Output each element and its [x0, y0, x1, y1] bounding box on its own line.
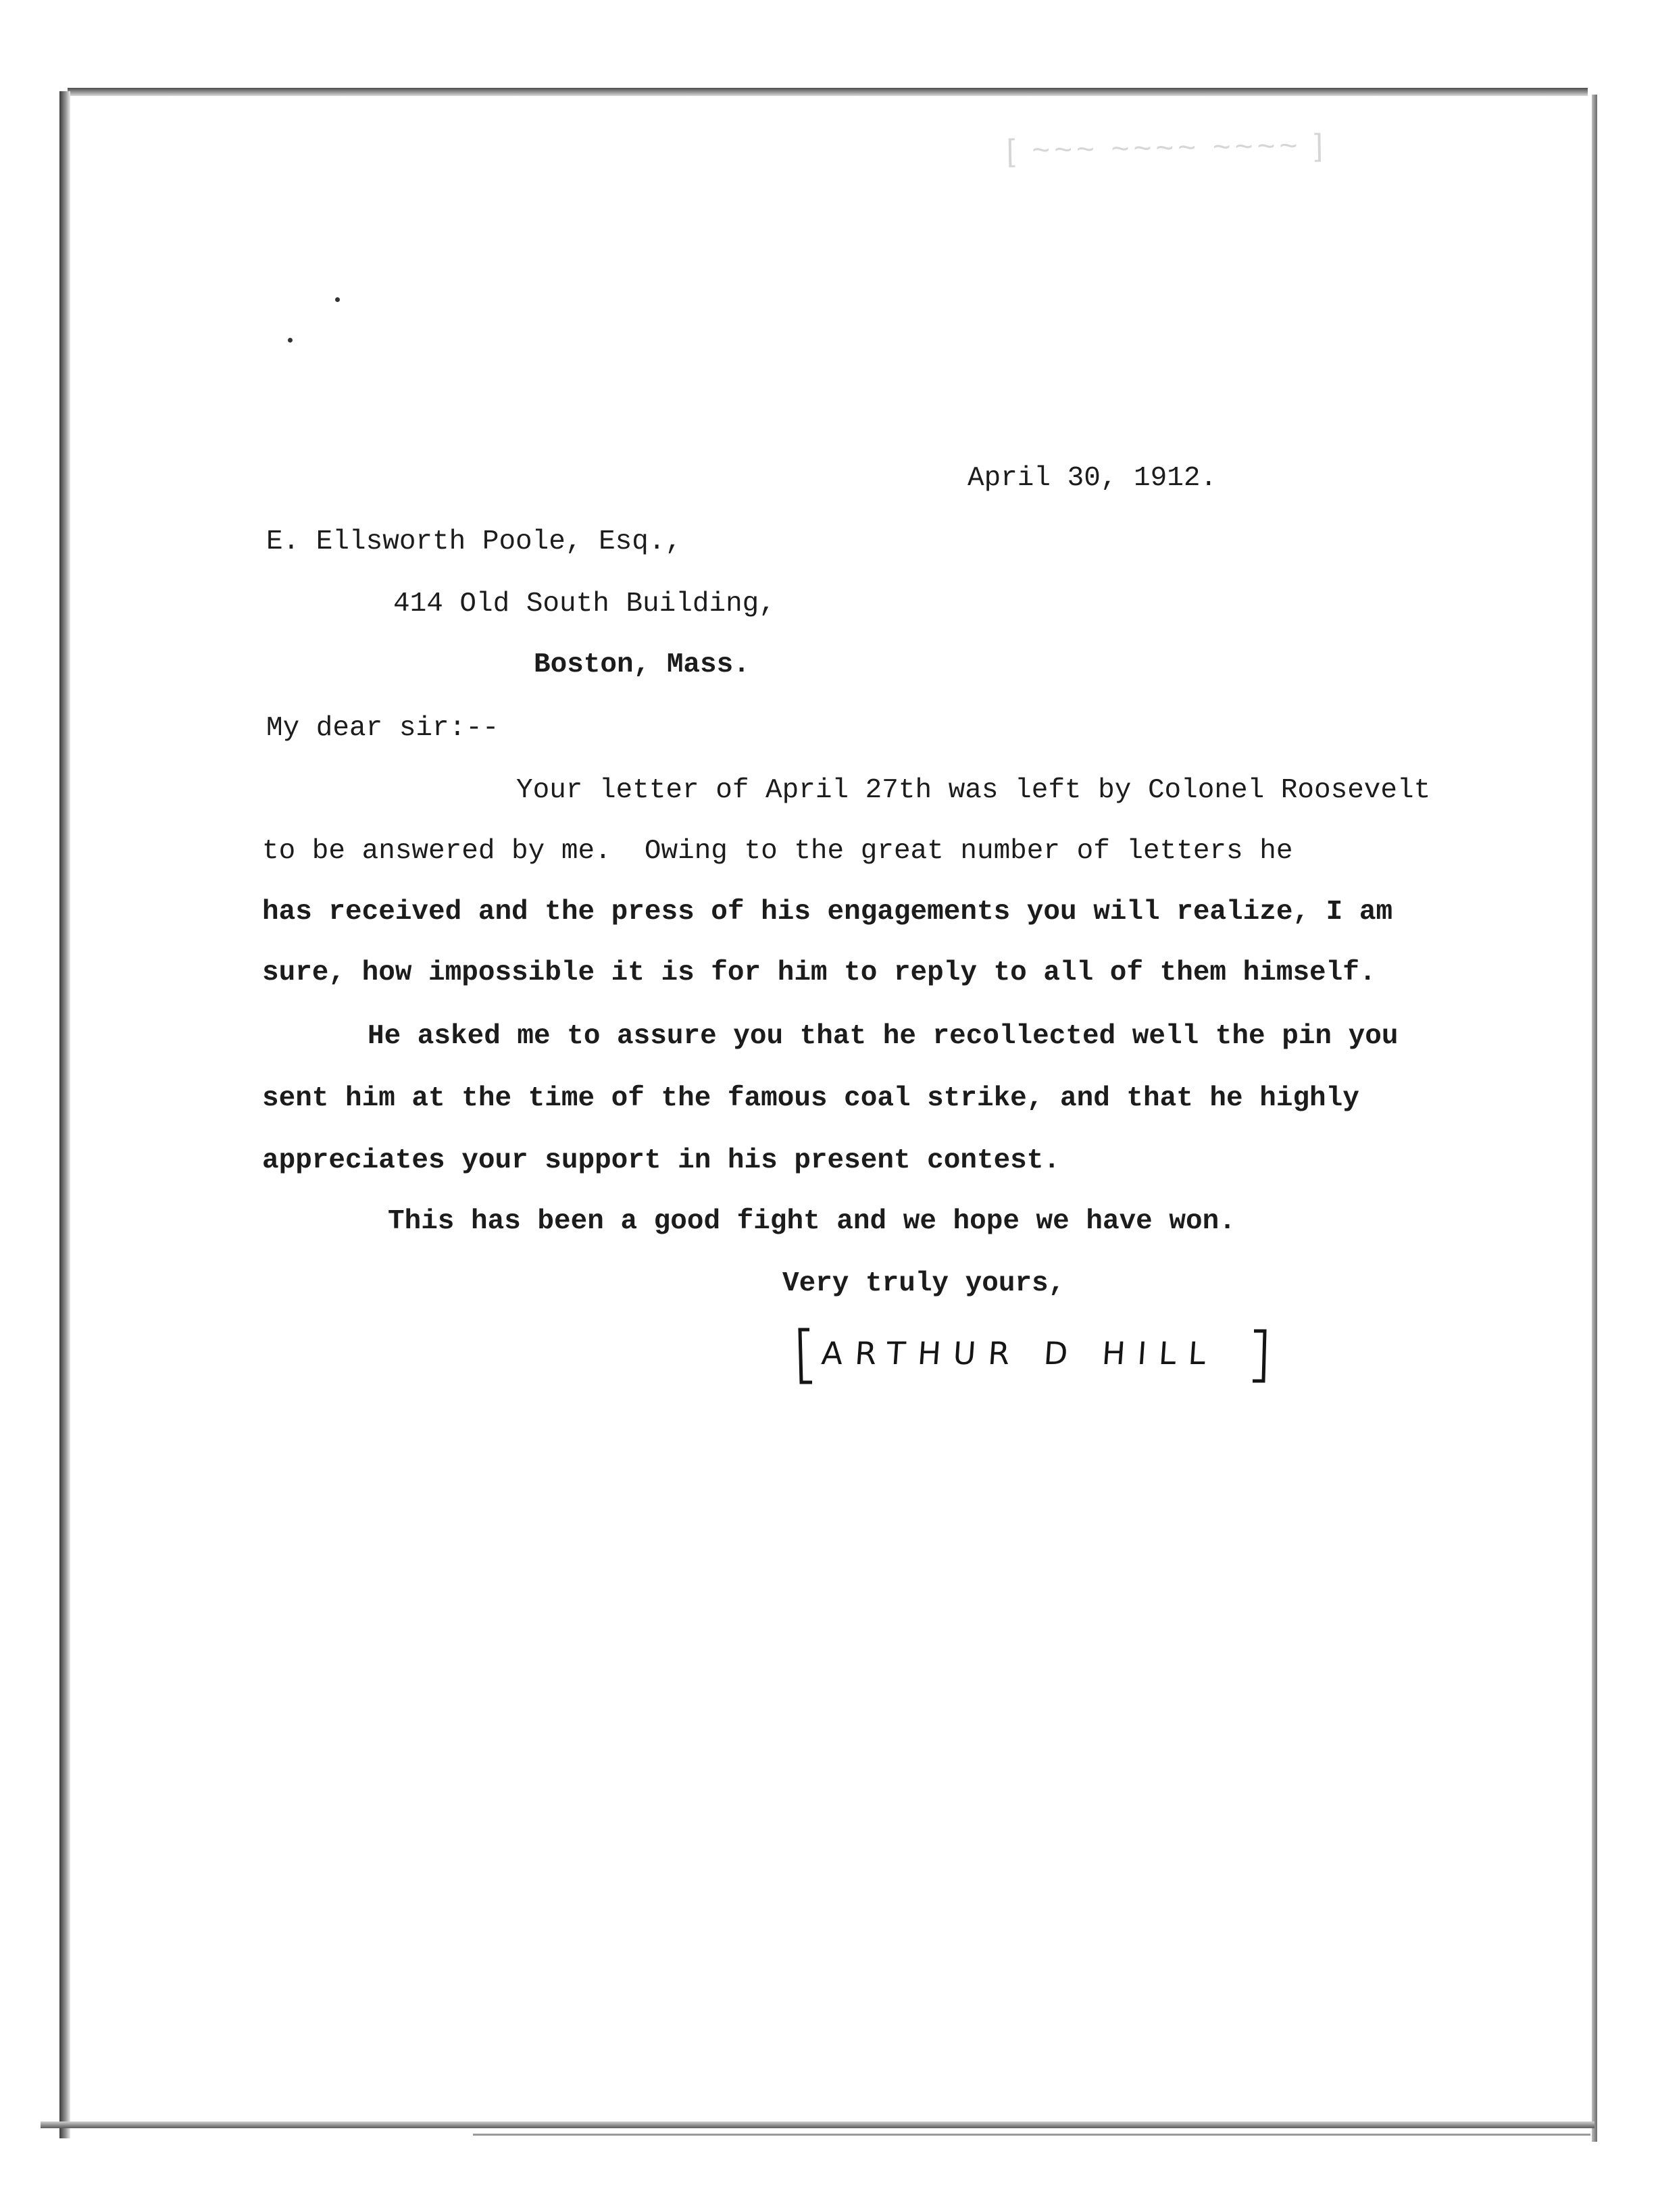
- salutation: My dear sir:--: [266, 713, 499, 744]
- recipient-name: E. Ellsworth Poole, Esq.,: [266, 526, 682, 557]
- body-line: has received and the press of his engagements you will realize, I am: [262, 897, 1393, 928]
- body-line: appreciates your support in his present contest.: [262, 1145, 1060, 1176]
- body-line: This has been a good fight and we hope we have won.: [388, 1206, 1236, 1237]
- recipient-street: 414 Old South Building,: [393, 588, 776, 620]
- body-line: sure, how impossible it is for him to reply to all of them himself.: [262, 957, 1376, 988]
- page-shadow-top: [68, 88, 1588, 96]
- page-edge-right: [1592, 95, 1597, 2142]
- body-line: sent him at the time of the famous coal strike, and that he highly: [262, 1083, 1359, 1114]
- page-edge-bottom: [41, 2121, 1594, 2128]
- ink-speck: [335, 297, 340, 302]
- page-shadow-left: [59, 91, 70, 2138]
- body-line: to be answered by me. Owing to the great number of letters he: [262, 836, 1293, 867]
- recipient-city: Boston, Mass.: [534, 649, 750, 680]
- page-bleed-bottom: [473, 2134, 1590, 2136]
- ink-speck: [288, 338, 293, 343]
- archive-mark: [ ~~~ ~~~~ ~~~~ ]: [1006, 126, 1328, 168]
- letter-date: April 30, 1912.: [968, 463, 1217, 494]
- body-line: Your letter of April 27th was left by Colonel Roosevelt: [516, 775, 1431, 806]
- closing: Very truly yours,: [782, 1268, 1065, 1299]
- signature: [795, 1326, 1281, 1386]
- signature-text: ARTHUR D HILL: [820, 1335, 1220, 1372]
- body-line: He asked me to assure you that he recollected well the pin you: [368, 1021, 1399, 1052]
